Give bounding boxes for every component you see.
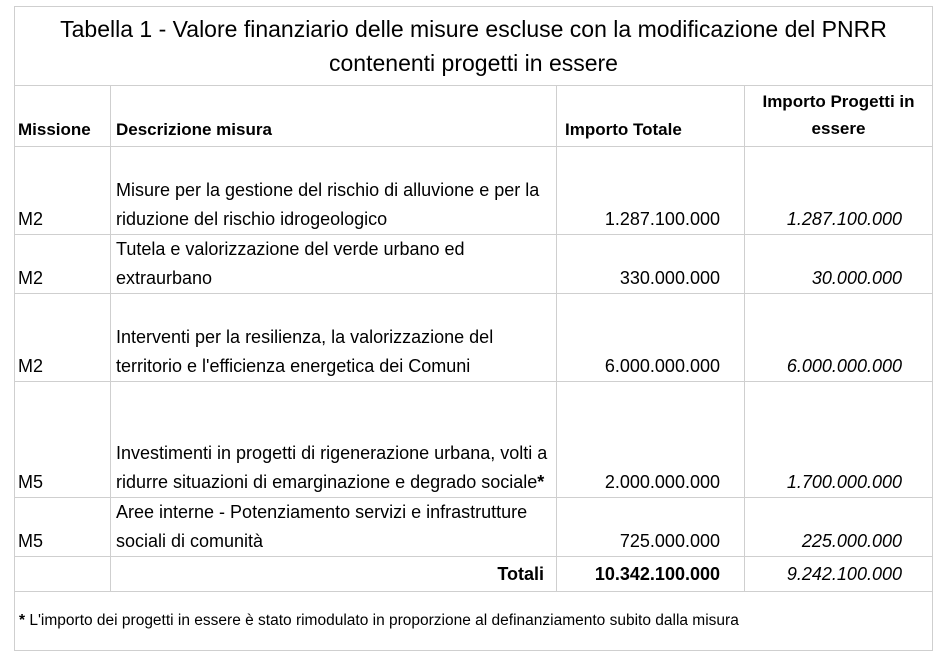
footnote-text: L'importo dei progetti in essere è stato rimodulato in proporzione al definanziamento subito dalla misura bbox=[25, 612, 739, 629]
totals-importo-progetti: 9.242.100.000 bbox=[745, 557, 933, 592]
table-row bbox=[15, 382, 933, 498]
cell-missione: M5 bbox=[15, 382, 111, 498]
cell-importo-totale: 330.000.000 bbox=[557, 235, 745, 294]
table-row bbox=[15, 498, 933, 557]
cell-importo-totale: 725.000.000 bbox=[557, 498, 745, 557]
totals-importo-totale: 10.342.100.000 bbox=[557, 557, 745, 592]
cell-importo-totale: 2.000.000.000 bbox=[557, 382, 745, 498]
note-row bbox=[15, 592, 933, 651]
table-row bbox=[15, 294, 933, 382]
header-importo-totale: Importo Totale bbox=[557, 86, 745, 147]
cell-importo-progetti: 30.000.000 bbox=[745, 235, 933, 294]
cell-importo-totale: 6.000.000.000 bbox=[557, 294, 745, 382]
cell-importo-totale: 1.287.100.000 bbox=[557, 147, 745, 235]
cell-missione: M2 bbox=[15, 147, 111, 235]
descrizione-text: Investimenti in progetti di rigenerazione urbana, volti a ridurre situazioni di emarginazione e degrado sociale bbox=[116, 443, 548, 492]
header-descrizione: Descrizione misura bbox=[111, 86, 557, 147]
title-row bbox=[15, 7, 933, 86]
cell-missione: M5 bbox=[15, 498, 111, 557]
cell-missione: M2 bbox=[15, 235, 111, 294]
cell-importo-progetti: 1.700.000.000 bbox=[745, 382, 933, 498]
cell-missione: M2 bbox=[15, 294, 111, 382]
totals-label: Totali bbox=[111, 557, 557, 592]
cell-importo-progetti: 1.287.100.000 bbox=[745, 147, 933, 235]
cell-descrizione: Misure per la gestione del rischio di alluvione e per la riduzione del rischio idrogeologico bbox=[111, 147, 557, 235]
table-title: Tabella 1 - Valore finanziario delle misure escluse con la modificazione del PNRR contenenti progetti in essere bbox=[15, 7, 933, 86]
table-row bbox=[15, 147, 933, 235]
footnote-mark: * bbox=[537, 472, 545, 492]
cell-importo-progetti: 225.000.000 bbox=[745, 498, 933, 557]
cell-descrizione bbox=[111, 382, 557, 498]
cell-descrizione: Interventi per la resilienza, la valorizzazione del territorio e l'efficienza energetica dei Comuni bbox=[111, 294, 557, 382]
totals-empty-cell bbox=[15, 557, 111, 592]
table-container bbox=[14, 6, 932, 651]
cell-descrizione: Tutela e valorizzazione del verde urbano ed extraurbano bbox=[111, 235, 557, 294]
header-missione: Missione bbox=[15, 86, 111, 147]
header-importo-progetti: Importo Progetti in essere bbox=[745, 86, 933, 147]
cell-descrizione: Aree interne - Potenziamento servizi e infrastrutture sociali di comunità bbox=[111, 498, 557, 557]
table-row bbox=[15, 235, 933, 294]
cell-importo-progetti: 6.000.000.000 bbox=[745, 294, 933, 382]
footnote bbox=[15, 592, 933, 651]
totals-row bbox=[15, 557, 933, 592]
header-row bbox=[15, 86, 933, 147]
footnote-star: * bbox=[19, 612, 26, 629]
measures-table bbox=[14, 6, 933, 651]
